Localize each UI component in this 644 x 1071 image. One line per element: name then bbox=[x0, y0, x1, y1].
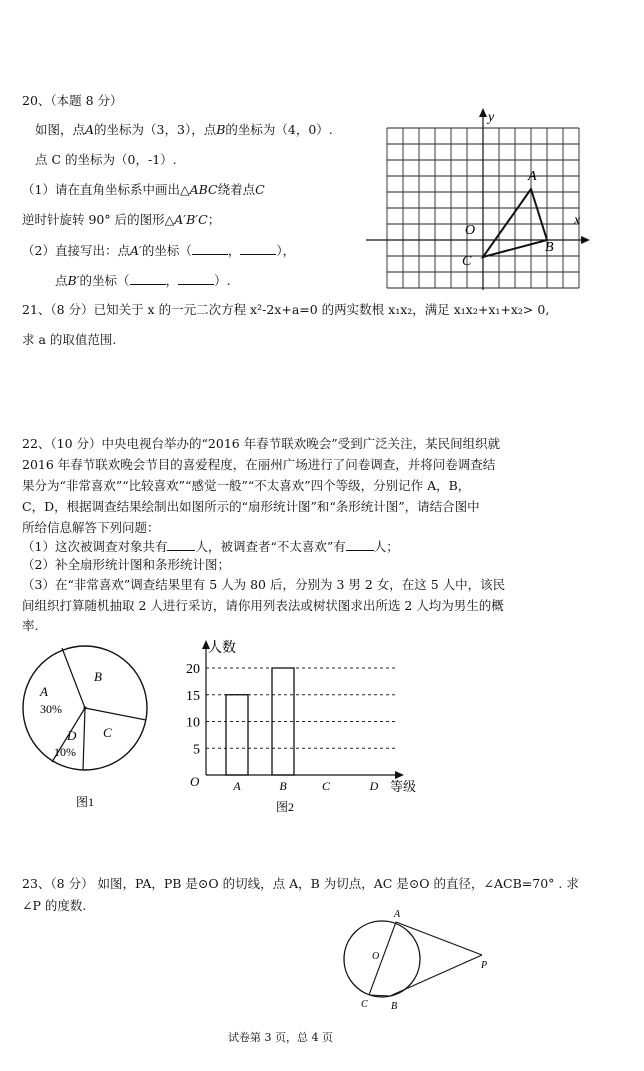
point-a-label: A bbox=[394, 909, 401, 920]
answer-blank[interactable] bbox=[346, 538, 374, 551]
q22-line5: 所给信息解答下列问题： bbox=[22, 520, 160, 535]
bar-y-tick-label: 20 bbox=[186, 662, 200, 677]
bar-a bbox=[226, 695, 248, 775]
pie-label-b: B bbox=[94, 669, 102, 684]
q23-line1: 23、（8 分） 如图，PA，PB 是⊙O 的切线，点 A，B 为切点，AC 是⊙O 的直径，∠ACB=70° . 求 bbox=[22, 876, 579, 891]
pie-label-a: A bbox=[40, 684, 48, 699]
point-c-label: C bbox=[462, 254, 472, 269]
q20-line5 bbox=[22, 242, 295, 259]
pie-divider bbox=[62, 648, 85, 708]
bar-chart-categories bbox=[232, 779, 378, 793]
page-footer: 试卷第 3 页，总 4 页 bbox=[228, 1031, 333, 1044]
bar-x-axis-arrow-icon bbox=[395, 771, 404, 779]
point-label: C bbox=[255, 182, 265, 197]
y-axis-label: y bbox=[488, 110, 495, 125]
bar-y-tick-label: 5 bbox=[193, 742, 200, 758]
point-c-label: C bbox=[361, 999, 368, 1010]
answer-blank[interactable] bbox=[167, 538, 195, 551]
pie-divider bbox=[85, 708, 146, 720]
triangle-label: A′B′C bbox=[174, 212, 208, 227]
bar-chart-ticks bbox=[186, 662, 200, 757]
bar-category-label: A bbox=[233, 779, 241, 793]
tangent-pa bbox=[396, 922, 482, 955]
q21-line1: 21、（8 分）已知关于 x 的一元二次方程 x²-2x+a=0 的两实数根 x₁x₂，满足 x₁x₂+x₁+x₂> 0, bbox=[22, 302, 550, 317]
pie-label-c: C bbox=[103, 725, 112, 740]
q20-text: 的坐标为（3，3），点 bbox=[94, 122, 217, 137]
q20-line3 bbox=[22, 182, 265, 198]
point-b-label: B bbox=[391, 1001, 398, 1012]
point-a-label: A bbox=[528, 169, 537, 184]
x-axis-arrow-icon bbox=[581, 236, 590, 244]
q22-line8: （3）在“非常喜欢”调查结果里有 5 人为 80 后，分别为 3 男 2 女，在这 5 人中，该民 bbox=[22, 577, 506, 592]
answer-blank[interactable] bbox=[178, 272, 214, 285]
q20-text: 如图，点 bbox=[35, 122, 86, 137]
q20-text: 绕着点 bbox=[217, 182, 256, 197]
center-o-label: O bbox=[372, 951, 380, 962]
q22-text: 人，被调查者“不太喜欢”有 bbox=[195, 539, 346, 554]
q22-line4: C，D，根据调查结果绘制出如图所示的“扇形统计图”和“条形统计图”，请结合图中 bbox=[22, 499, 480, 514]
q20-text: 的坐标（ bbox=[141, 243, 192, 258]
x-axis-label: x bbox=[574, 213, 581, 228]
answer-blank[interactable] bbox=[240, 242, 276, 255]
answer-blank[interactable] bbox=[130, 272, 166, 285]
bar-y-tick-label: 15 bbox=[186, 688, 200, 704]
pie-divider bbox=[83, 708, 85, 770]
point-p-label: P bbox=[481, 960, 488, 971]
y-axis-arrow-icon bbox=[479, 108, 487, 117]
q22-line7: （2）补全扇形统计图和条形统计图； bbox=[22, 557, 230, 572]
q20-text: 逆时针旋转 90° 后的图形△ bbox=[22, 212, 175, 227]
q20-text: ）， bbox=[276, 243, 296, 258]
bar-caption: 图2 bbox=[276, 800, 295, 814]
q22-line1: 22、（10 分）中央电视台举办的“2016 年春节联欢晚会”受到广泛关注，某民间组织就 bbox=[22, 436, 501, 451]
bar-y-tick-label: 10 bbox=[186, 715, 200, 731]
q22-line6 bbox=[22, 538, 399, 555]
point-b-label: B bbox=[545, 240, 554, 255]
q20-text: ； bbox=[207, 212, 221, 227]
q20-text: （1）请在直角坐标系中画出△ bbox=[22, 182, 190, 197]
q21-line2: 求 a 的取值范围. bbox=[22, 332, 117, 347]
q22-line3: 果分为“非常喜欢”“比较喜欢”“感觉一般”“不太喜欢”四个等级，分别记作 A，B， bbox=[22, 478, 471, 493]
pie-label-a-percent: 30% bbox=[40, 702, 62, 716]
q20-text: 点 bbox=[55, 273, 68, 288]
q22-line9: 间组织打算随机抽取 2 人进行采访，请你用列表法或树状图求出所选 2 人均为男生的概 bbox=[22, 598, 504, 613]
bar-y-axis-label: 人数 bbox=[208, 641, 236, 656]
bar-chart bbox=[178, 634, 418, 814]
q20-text: 的坐标（ bbox=[79, 273, 130, 288]
pie-label-d: D bbox=[67, 728, 77, 743]
q20-line4 bbox=[22, 212, 220, 228]
q23-line2: ∠P 的度数. bbox=[22, 898, 87, 913]
pie-center bbox=[83, 706, 86, 709]
q22-text: （1）这次被调查对象共有 bbox=[22, 539, 168, 554]
bar-category-label: D bbox=[369, 779, 379, 793]
q22-line2: 2016 年春节联欢晚会节目的喜爱程度，在丽州广场进行了问卷调查，并将问卷调查结 bbox=[22, 457, 496, 472]
coordinate-grid-figure bbox=[362, 108, 592, 298]
point-label: B bbox=[216, 122, 226, 137]
q20-line2: 点 C 的坐标为（0，-1）. bbox=[35, 152, 177, 167]
bar-chart-gridlines bbox=[206, 668, 398, 748]
point-label: A′ bbox=[129, 243, 142, 258]
origin-label: O bbox=[465, 223, 476, 238]
q20-text: ）. bbox=[214, 273, 231, 288]
q20-text: 的坐标为（4，0）. bbox=[225, 122, 333, 137]
q20-text: ， bbox=[165, 273, 179, 288]
q20-heading: 20、（本题 8 分） bbox=[22, 93, 123, 108]
bar-x-axis-label: 等级 bbox=[390, 779, 417, 794]
point-label: A bbox=[85, 122, 95, 137]
answer-blank[interactable] bbox=[192, 242, 228, 255]
bar-origin-label: O bbox=[190, 774, 200, 789]
point-label: B′ bbox=[67, 273, 80, 288]
circle-tangent-figure bbox=[338, 906, 508, 1016]
q20-text: （2）直接写出：点 bbox=[22, 243, 130, 258]
bar-category-label: C bbox=[321, 779, 331, 793]
bar-category-label: B bbox=[279, 779, 287, 793]
pie-label-d-percent: 10% bbox=[54, 745, 76, 759]
pie-caption: 图1 bbox=[76, 795, 95, 809]
q20-line1 bbox=[35, 122, 333, 138]
tangent-pb bbox=[390, 955, 482, 996]
q22-text: 人； bbox=[373, 539, 399, 554]
q20-line6 bbox=[55, 272, 231, 289]
q22-line10: 率. bbox=[22, 618, 39, 633]
q20-text: ， bbox=[227, 243, 241, 258]
pie-chart bbox=[18, 642, 158, 812]
triangle-label: ABC bbox=[189, 182, 218, 197]
